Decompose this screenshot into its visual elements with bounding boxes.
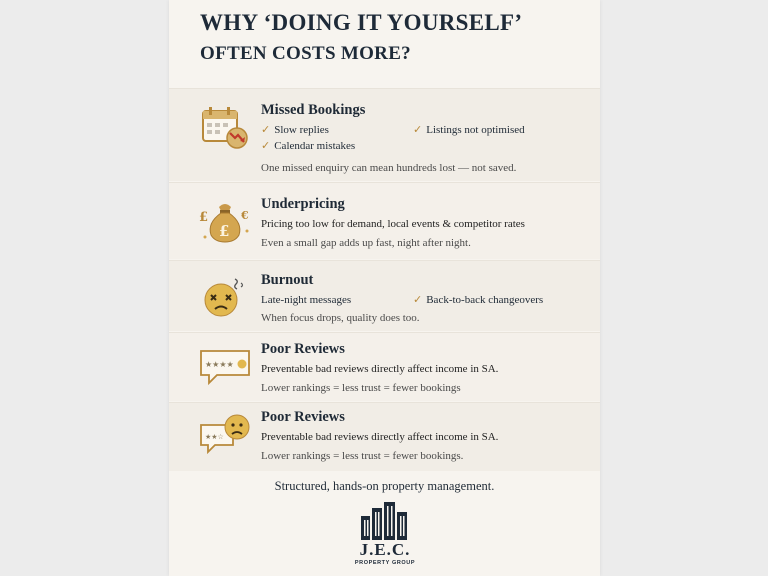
buildings-icon bbox=[355, 502, 415, 540]
check-list bbox=[261, 122, 590, 154]
svg-text:★★★★: ★★★★ bbox=[205, 360, 234, 369]
logo-subtitle: PROPERTY GROUP bbox=[354, 560, 416, 566]
section-poor-reviews-1 bbox=[169, 332, 600, 401]
svg-text:★★☆: ★★☆ bbox=[205, 433, 224, 441]
section-line: Preventable bad reviews directly affect income in SA. bbox=[261, 431, 499, 443]
title-line-2: OFTEN COSTS MORE? bbox=[200, 43, 411, 64]
section-content bbox=[261, 101, 590, 176]
section-title: Underpricing bbox=[261, 196, 345, 212]
check-icon: ✓ bbox=[413, 123, 423, 136]
svg-text:£: £ bbox=[199, 210, 209, 225]
page-title bbox=[200, 8, 590, 70]
check-item: ✓ Calendar mistakes bbox=[261, 139, 356, 152]
section-content bbox=[261, 195, 590, 251]
section-burnout bbox=[169, 260, 600, 331]
section-note: Lower rankings = less trust = fewer bookings bbox=[261, 382, 461, 394]
section-content bbox=[261, 340, 590, 396]
check-item: ✓ Listings not optimised bbox=[413, 123, 525, 136]
check-icon: ✓ bbox=[261, 123, 271, 136]
section-note: When focus drops, quality does too. bbox=[261, 312, 420, 324]
section-title: Poor Reviews bbox=[261, 341, 345, 357]
check-item: ✓ Slow replies bbox=[261, 123, 329, 136]
section-title: Missed Bookings bbox=[261, 102, 366, 118]
section-note: Lower rankings = less trust = fewer bookings. bbox=[261, 450, 464, 462]
section-missed-bookings bbox=[169, 88, 600, 181]
check-item: Late-night messages bbox=[261, 294, 352, 306]
review-bubble-icon bbox=[197, 341, 253, 389]
calendar-decline-icon bbox=[197, 103, 253, 151]
section-content bbox=[261, 408, 590, 464]
section-note: Even a small gap adds up fast, night after night. bbox=[261, 237, 471, 249]
infographic-card bbox=[169, 0, 600, 576]
svg-text:£: £ bbox=[219, 222, 230, 240]
exhausted-face-icon bbox=[197, 273, 253, 321]
check-list bbox=[261, 292, 590, 308]
section-line: Preventable bad reviews directly affect income in SA. bbox=[261, 363, 499, 375]
bad-review-face-icon bbox=[197, 409, 253, 457]
check-icon: ✓ bbox=[261, 139, 271, 152]
section-content bbox=[261, 271, 590, 326]
svg-text:€: € bbox=[241, 209, 249, 222]
section-line: Pricing too low for demand, local events & competitor rates bbox=[261, 218, 525, 230]
title-line-1: WHY ‘DOING IT YOURSELF’ bbox=[200, 10, 523, 35]
logo-name: J.E.C. bbox=[359, 540, 411, 559]
tagline: Structured, hands-on property management. bbox=[274, 479, 495, 493]
section-underpricing bbox=[169, 182, 600, 259]
section-note: One missed enquiry can mean hundreds lost — not saved. bbox=[261, 162, 517, 174]
section-title: Burnout bbox=[261, 272, 314, 288]
section-poor-reviews-2 bbox=[169, 402, 600, 471]
check-icon: ✓ bbox=[413, 293, 423, 306]
section-title: Poor Reviews bbox=[261, 409, 345, 425]
company-logo bbox=[347, 502, 423, 574]
check-item: ✓ Back-to-back changeovers bbox=[413, 293, 544, 306]
money-bag-icon bbox=[197, 197, 253, 245]
